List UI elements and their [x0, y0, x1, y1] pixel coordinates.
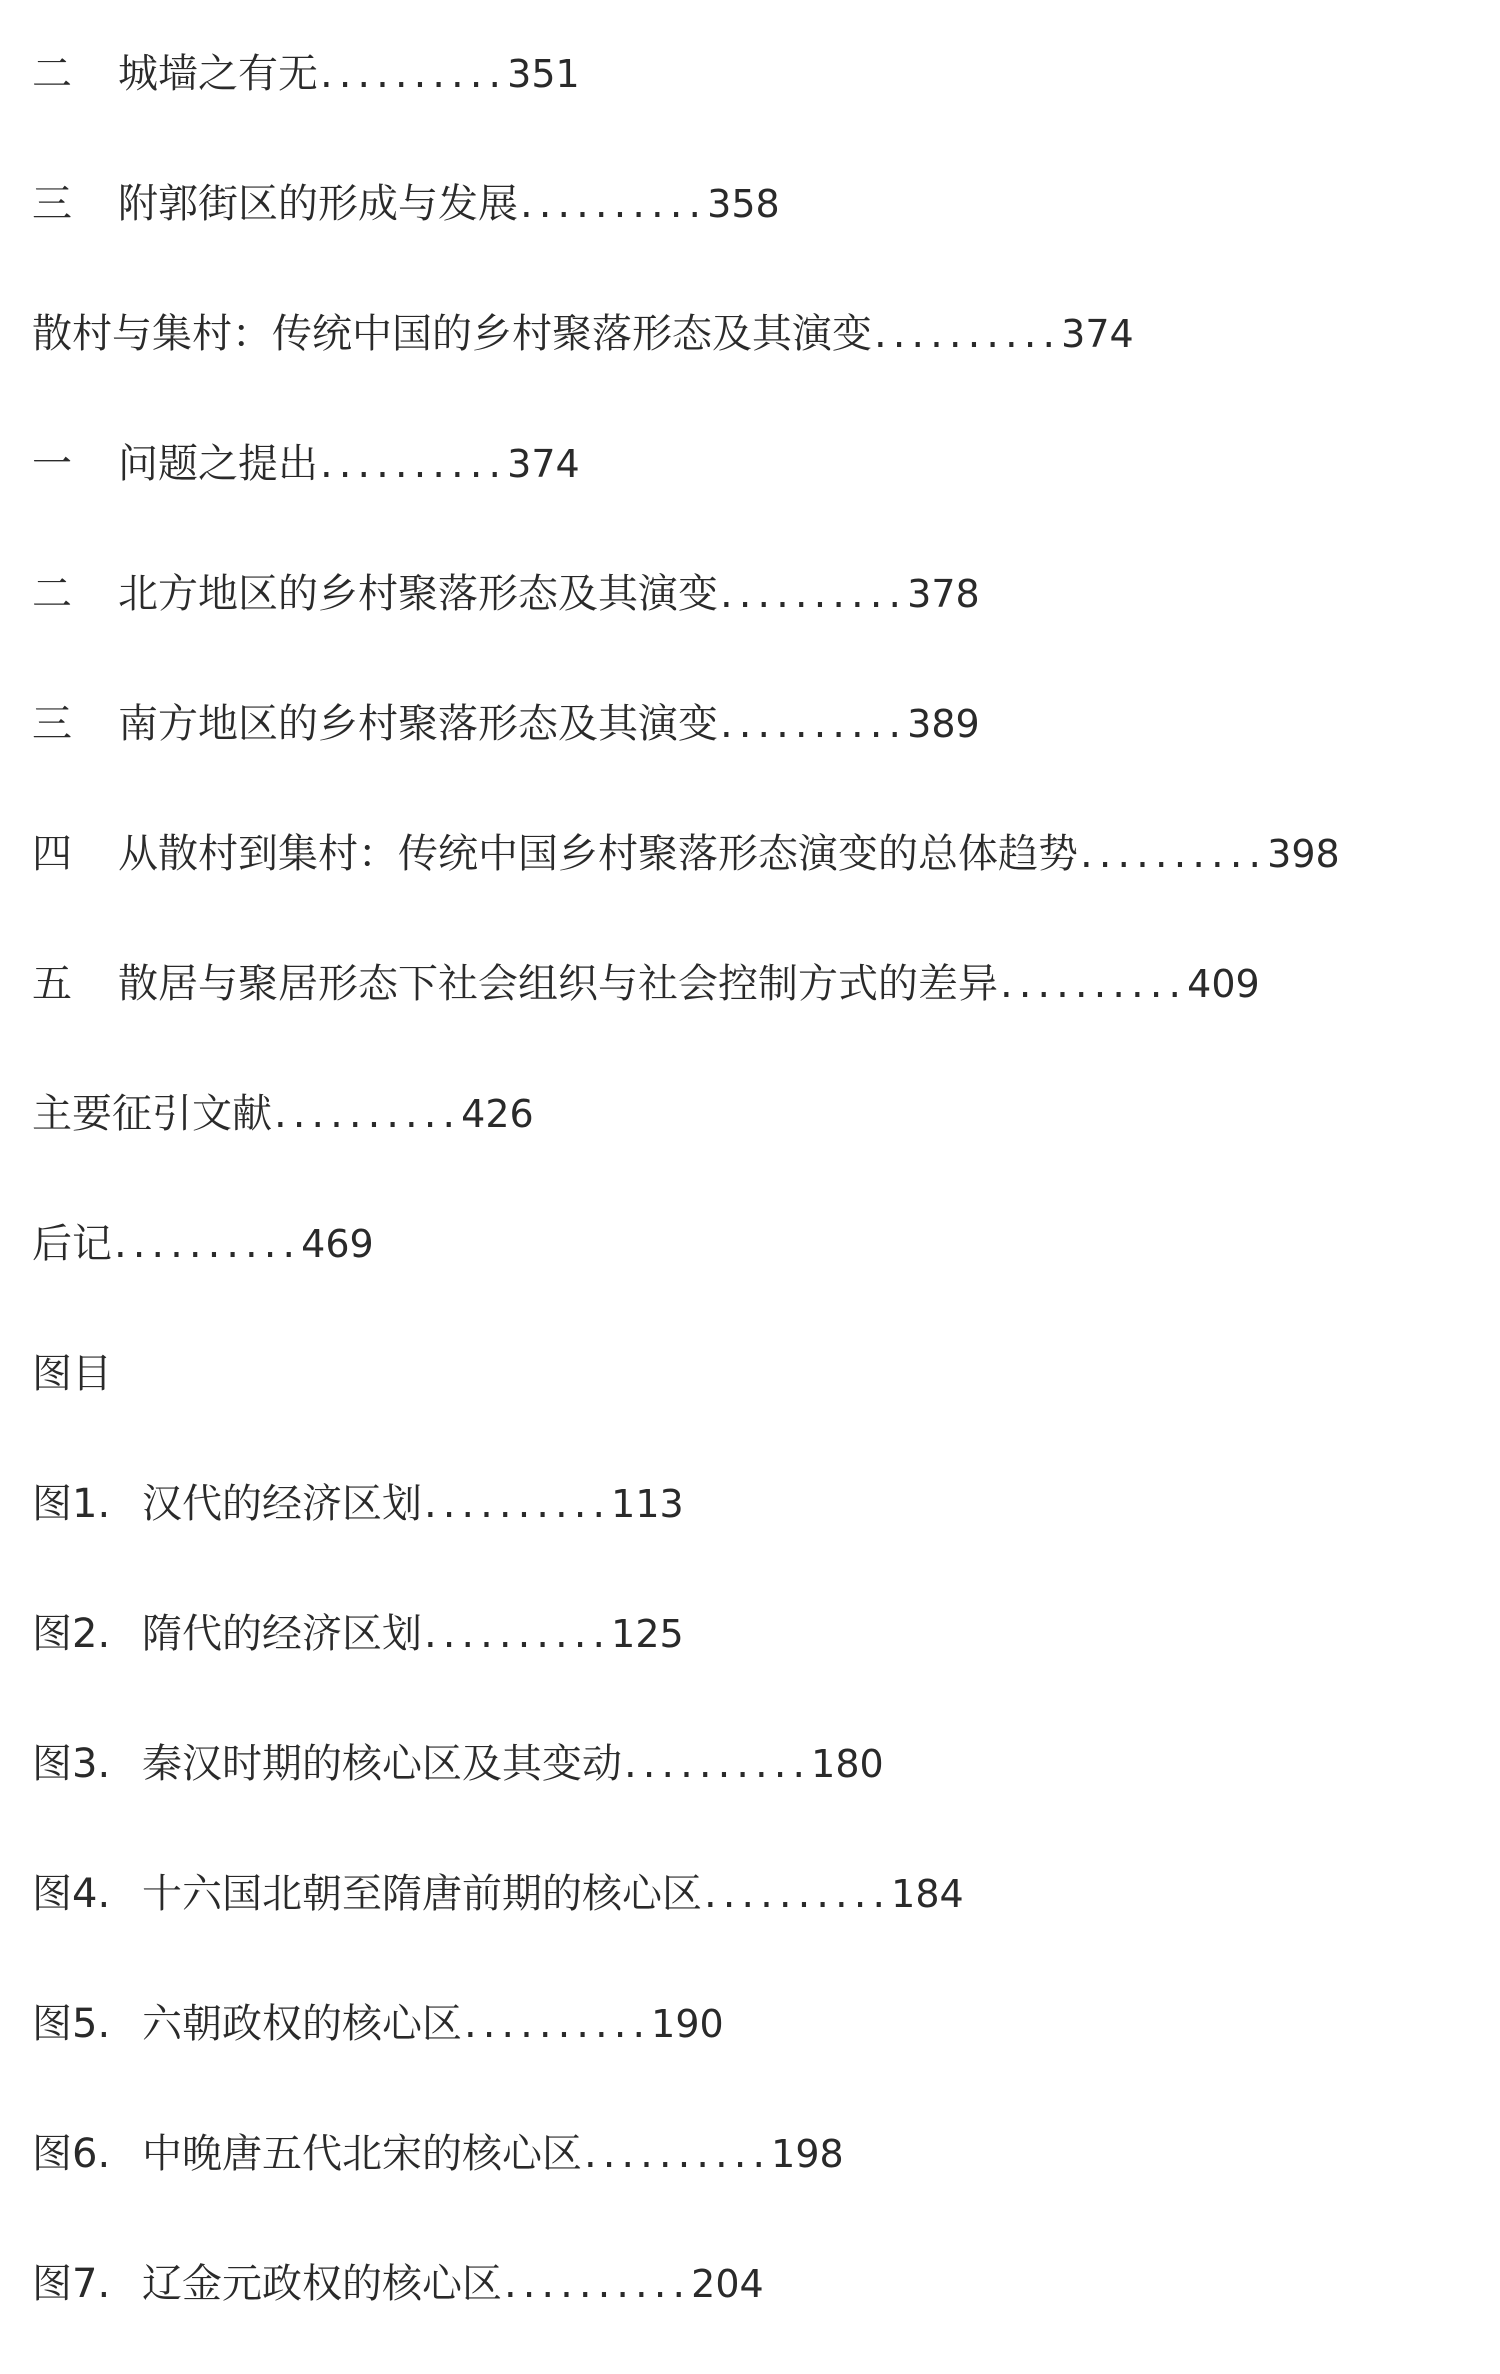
toc-entry[interactable]	[32, 684, 1472, 814]
entry-title: 辽金元政权的核心区	[142, 2261, 502, 2307]
entry-title: 十六国北朝至隋唐前期的核心区	[142, 1871, 702, 1917]
figure-entry[interactable]	[32, 2244, 1472, 2374]
dot-leader: ..........	[584, 2131, 772, 2177]
entry-title: 城墙之有无	[118, 51, 318, 97]
page-number: 198	[771, 2132, 844, 2176]
dot-leader: ..........	[720, 701, 908, 747]
figure-number: 图5.	[32, 2001, 111, 2047]
figure-entry[interactable]	[32, 2114, 1472, 2244]
entry-number: 三	[32, 181, 72, 227]
toc-entry[interactable]	[32, 1074, 1472, 1204]
entry-number: 三	[32, 701, 72, 747]
page-number: 180	[811, 1742, 884, 1786]
figure-number: 图3.	[32, 1741, 111, 1787]
dot-leader: ..........	[874, 311, 1062, 357]
page-number: 426	[461, 1092, 534, 1136]
figure-number: 图7.	[32, 2261, 111, 2307]
page-number: 389	[907, 702, 980, 746]
figure-number: 图1.	[32, 1481, 111, 1527]
figure-entry[interactable]	[32, 1724, 1472, 1854]
dot-leader: ..........	[1080, 831, 1268, 877]
dot-leader: ..........	[720, 571, 908, 617]
entry-title: 散居与聚居形态下社会组织与社会控制方式的差异	[118, 961, 998, 1007]
dot-leader: ..........	[504, 2261, 692, 2307]
dot-leader: ..........	[1000, 961, 1188, 1007]
page-number: 469	[301, 1222, 374, 1266]
entry-number: 四	[32, 831, 72, 877]
entry-title: 秦汉时期的核心区及其变动	[142, 1741, 622, 1787]
dot-leader: ..........	[320, 441, 508, 487]
entry-title: 散村与集村：传统中国的乡村聚落形态及其演变	[32, 311, 872, 357]
figure-entry[interactable]	[32, 1854, 1472, 1984]
dot-leader: ..........	[624, 1741, 812, 1787]
entry-title: 主要征引文献	[32, 1091, 272, 1137]
entry-title: 六朝政权的核心区	[142, 2001, 462, 2047]
figure-number: 图6.	[32, 2131, 111, 2177]
page-number: 184	[891, 1872, 964, 1916]
entry-title: 从散村到集村：传统中国乡村聚落形态演变的总体趋势	[118, 831, 1078, 877]
page-number: 409	[1187, 962, 1260, 1006]
entry-title: 隋代的经济区划	[142, 1611, 422, 1657]
page-number: 190	[651, 2002, 724, 2046]
figure-number: 图4.	[32, 1871, 111, 1917]
dot-leader: ..........	[424, 1481, 612, 1527]
toc-entry[interactable]	[32, 814, 1472, 944]
dot-leader: ..........	[424, 1611, 612, 1657]
dot-leader: ..........	[320, 51, 508, 97]
entry-title: 汉代的经济区划	[142, 1481, 422, 1527]
toc-entry[interactable]	[32, 164, 1472, 294]
toc-entry[interactable]	[32, 34, 1472, 164]
toc-entry[interactable]	[32, 554, 1472, 684]
toc-entry[interactable]	[32, 424, 1472, 554]
entry-title: 后记	[32, 1221, 112, 1267]
toc-entry[interactable]	[32, 944, 1472, 1074]
dot-leader: ..........	[274, 1091, 462, 1137]
entry-title: 中晚唐五代北宋的核心区	[142, 2131, 582, 2177]
figure-entry[interactable]	[32, 1984, 1472, 2114]
entry-number: 五	[32, 961, 72, 1007]
dot-leader: ..........	[464, 2001, 652, 2047]
figure-entry[interactable]	[32, 1594, 1472, 1724]
figure-number: 图2.	[32, 1611, 111, 1657]
toc-entry[interactable]	[32, 1204, 1472, 1334]
page-number: 204	[691, 2262, 764, 2306]
entry-number: 一	[32, 441, 72, 487]
page-number: 378	[907, 572, 980, 616]
entry-number: 二	[32, 571, 72, 617]
entry-title: 南方地区的乡村聚落形态及其演变	[118, 701, 718, 747]
page-number: 358	[707, 182, 780, 226]
page-number: 113	[611, 1482, 684, 1526]
dot-leader: ..........	[114, 1221, 302, 1267]
page-number: 374	[507, 442, 580, 486]
page-number: 125	[611, 1612, 684, 1656]
table-of-contents	[32, 34, 1472, 2374]
section-heading-figures	[32, 1334, 1472, 1464]
entry-title: 问题之提出	[118, 441, 318, 487]
page-number: 398	[1267, 832, 1340, 876]
toc-entry[interactable]	[32, 294, 1472, 424]
page-number: 351	[507, 52, 580, 96]
dot-leader: ..........	[704, 1871, 892, 1917]
entry-number: 二	[32, 51, 72, 97]
dot-leader: ..........	[520, 181, 708, 227]
entry-title: 北方地区的乡村聚落形态及其演变	[118, 571, 718, 617]
page-number: 374	[1061, 312, 1134, 356]
section-heading: 图目	[32, 1351, 112, 1397]
figure-entry[interactable]	[32, 1464, 1472, 1594]
entry-title: 附郭街区的形成与发展	[118, 181, 518, 227]
